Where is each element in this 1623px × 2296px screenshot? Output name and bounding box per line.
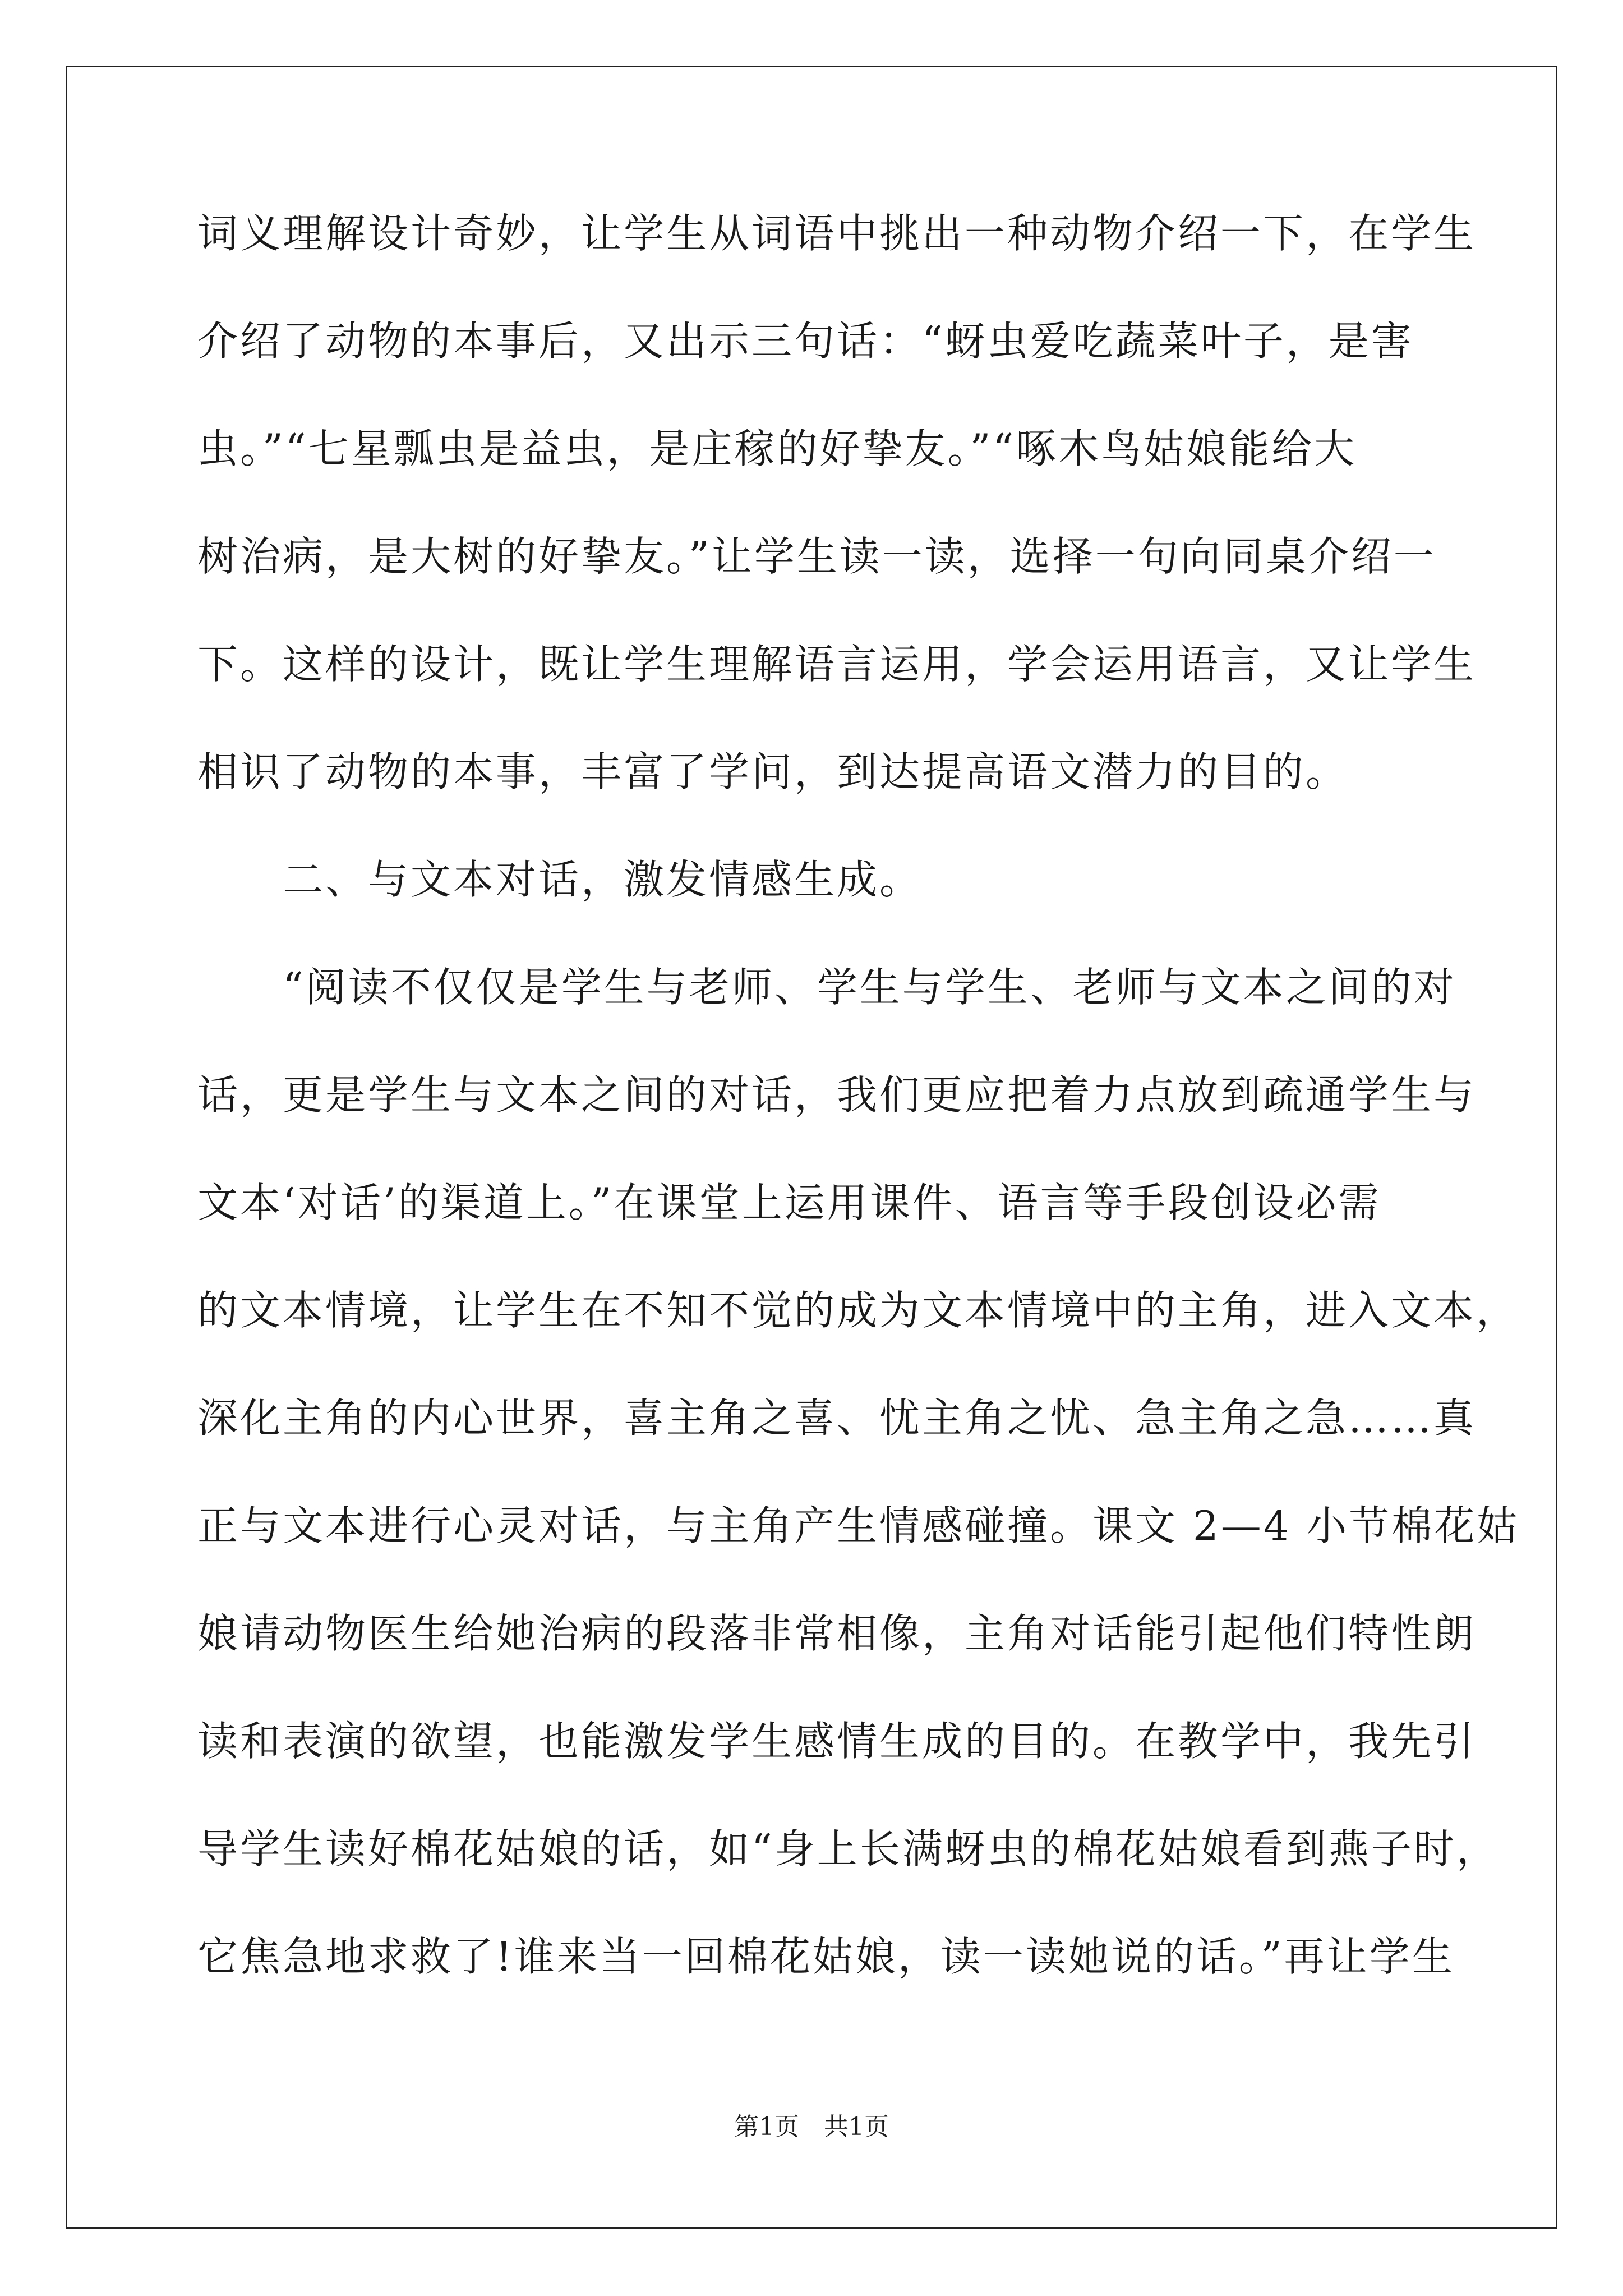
- text-line-2: 介绍了动物的本事后，又出示三句话：“蚜虫爱吃蔬菜叶子，是害: [197, 318, 1414, 365]
- text-line-15: 读和表演的欲望，也能激发学生感情生成的目的。在教学中，我先引: [197, 1718, 1477, 1765]
- text-line-10: 文本‘对话’的渠道上。”在课堂上运用课件、语言等手段创设必需: [197, 1179, 1381, 1226]
- text-line-3: 虫。”“七星瓢虫是益虫，是庄稼的好挚友。”“啄木鸟姑娘能给大: [197, 425, 1357, 472]
- text-line-14: 娘请动物医生给她治病的段落非常相像，主角对话能引起他们特性朗: [197, 1610, 1477, 1657]
- page-footer: 第1页 共1页: [734, 2113, 889, 2141]
- text-line-17: 它焦急地求救了!谁来当一回棉花姑娘，读一读她说的话。”再让学生: [197, 1933, 1455, 1980]
- text-line-4: 树治病，是大树的好挚友。”让学生读一读，选择一句向同桌介绍一: [197, 533, 1436, 580]
- text-line-5: 下。这样的设计，既让学生理解语言运用，学会运用语言，又让学生: [197, 641, 1477, 688]
- text-line-6: 相识了动物的本事，丰富了学问，到达提高语文潜力的目的。: [197, 748, 1349, 795]
- text-line-8: “阅读不仅仅是学生与老师、学生与学生、老师与文本之间的对: [197, 964, 1456, 1011]
- section-heading: 二、与文本对话，激发情感生成。: [197, 856, 923, 903]
- text-line-13: 正与文本进行心灵对话，与主角产生情感碰撞。课文 2—4 小节棉花姑: [197, 1502, 1520, 1549]
- text-line-11: 的文本情境，让学生在不知不觉的成为文本情境中的主角，进入文本，: [197, 1287, 1519, 1334]
- text-line-12: 深化主角的内心世界，喜主角之喜、忧主角之忧、急主角之急……真: [197, 1395, 1477, 1442]
- text-line-9: 话，更是学生与文本之间的对话，我们更应把着力点放到疏通学生与: [197, 1071, 1477, 1119]
- text-line-16: 导学生读好棉花姑娘的话，如“身上长满蚜虫的棉花姑娘看到燕子时，: [197, 1825, 1499, 1872]
- text-line-1: 词义理解设计奇妙，让学生从词语中挑出一种动物介绍一下，在学生: [197, 210, 1477, 257]
- document-body: [197, 210, 1520, 2043]
